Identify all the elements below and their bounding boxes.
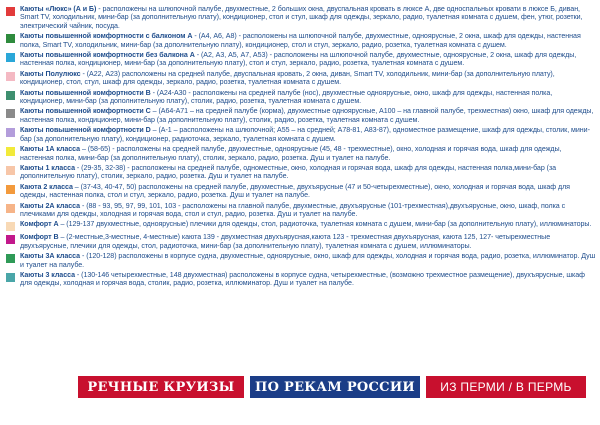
cabin-row <box>6 220 596 231</box>
cabin-details: – (2-местные,3-местные, 4-местные) каюта 139 - двухместная двухъярусная,каюта 123 - трехместная двухъярусная, каюта 125, 127- четырехместные двухъярусные, плечики для одежды, стол, радиоточка, мини-бар (за дополнительную плату), туалетная комната с душем, иллюминаторы. <box>20 233 551 250</box>
cabin-color-swatch <box>6 128 15 137</box>
cabin-row <box>6 107 596 124</box>
cabin-title: Каюты 2А класса <box>20 201 81 210</box>
cabin-color-swatch <box>6 91 15 100</box>
cabin-details: – (37-43, 40-47, 50) расположены на средней палубе, двухместные, двухъярусные (47 и 50-четырехместные), окно, холодная и горячая вода, шкаф для одежды, настенная полка, стол и стул, зеркало, радио, розетка. Душ и туалет на палубе. <box>20 182 570 200</box>
cabin-title: Каюты повышенной комфортности С <box>20 107 151 116</box>
cabin-description <box>20 202 596 219</box>
cabin-color-swatch <box>6 34 15 43</box>
cabin-list <box>6 5 596 290</box>
cabin-row <box>6 126 596 143</box>
cabin-details: - расположены на шлюпочной палубе, двухместные, 2 больших окна, двуспальная кровать в люксе А, две односпальных кровати в люксе Б, диван, Smart TV, холодильник, мини-бар (за дополнительную плату), кондиционер, стол и стул, шкаф для одежды, зеркало, радио, туалетная комната с душем, фен, утюг, розетки, электрический чайник, посуда. <box>20 5 583 30</box>
cabin-details: – (129-137 двухместные, одноярусные) плечики для одежды, стол, радиоточка, туалетная комната с душем, мини-бар (за дополнительную плату), иллюминаторы. <box>58 220 592 229</box>
cabin-row <box>6 164 596 181</box>
cabin-title: Каюты Полулюкс <box>20 69 81 78</box>
cruise-banner <box>78 376 586 398</box>
cabin-details: - (А2, А3, А5, А7, А53) - расположены на шлюпочной палубе, двухместные, одноярусные, 2 окна, шкаф для одежды, настенная полка, кондиционер, мини-бар (за дополнительную плату), стол и стул, зеркало, радио, розетка, туалетная комната с душем. <box>20 51 577 68</box>
cabin-description <box>20 5 596 30</box>
cabin-description <box>20 233 596 250</box>
cabin-row <box>6 89 596 106</box>
cabin-details: - (130-146 четырехместные, 148 двухместная) расположены в корпусе судна, четырехместные, (возможно трехместное размещение), двухъярусные, шкаф для одежды, холодная и горячая вода, столик, радио, розетка, иллюминатор. Душ и туалет на палубе. <box>20 270 585 288</box>
cabin-details: - (А4, А6, А8) - расположены на шлюпочной палубе, двухместные, одноярусные, 2 окна, шкаф для одежды, настенная полка, Smart TV, холодильник, мини-бар (за дополнительную плату), кондиционер, стол и стул, зеркало, радио, розетка, туалетная комната с душем. <box>20 32 581 49</box>
cabin-color-swatch <box>6 72 15 81</box>
cabin-title: Каюты повышенной комфортности без балкона А <box>20 51 195 60</box>
cabin-description <box>20 252 596 269</box>
cabin-description <box>20 32 596 49</box>
cabin-color-swatch <box>6 222 15 231</box>
cabin-color-swatch <box>6 53 15 62</box>
cabin-description <box>20 183 596 200</box>
cabin-details: - (29-35, 32-38) - расположены на средней палубе, одноместные, окно, холодная и горячая вода, шкаф для одежды, настенная полка,мини-бар (за дополнительную плату), столик, зеркало, радио, розетка. Душ и туалет на палубе. <box>20 163 557 181</box>
cabin-details: - (88 - 93, 95, 97, 99, 101, 103 - расположены на главной палубе, двухместные, двухъярусные (101-трехместная),двухъярусные, окно, шкаф, полка с плечиками для одежды, холодная и горячая вода, стол и стул, радио, розетка. Душ и туалет на палубе. <box>20 201 566 218</box>
cabin-title: Каюты повышенной комфортности D <box>20 126 151 135</box>
cabin-details: – (А64-А71 – на средней палубе (корма), двухместные одноярусные, А100 – на главной палубе, трехместная) окно, шкаф для одежды, настенная полка, кондиционер, мини-бар (за дополнительную плату), столик, радио, розетка, туалетная комната с душем. <box>20 107 594 124</box>
cabin-description <box>20 271 596 288</box>
cabin-description <box>20 51 596 68</box>
cabin-details: – (58-65) - расположены на средней палубе, двухместные, одноярусные (45, 48 - трехместные), окно, холодная и горячая вода, шкаф для одежды, настенная полка, мини-бар (за дополнительную плату), столик, зеркало, радио, розетка. Душ и туалет на палубе. <box>20 145 562 162</box>
cabin-color-swatch <box>6 254 15 263</box>
cabin-row <box>6 5 596 30</box>
cabin-row <box>6 202 596 219</box>
cabin-title: Каюты 3 класса <box>20 270 75 279</box>
cabin-title: Комфорт В <box>20 233 59 242</box>
cabin-description <box>20 70 596 87</box>
cabin-title: Каюты повышенной комфортности с балконом А <box>20 32 193 41</box>
cabin-row <box>6 252 596 269</box>
cabin-title: Комфорт А <box>20 220 59 229</box>
cabin-description <box>20 145 596 162</box>
cabin-details: - (А22, А23) расположены на средней палубе, двуспальная кровать, 2 окна, диван, Smart TV, холодильник, мини-бар (за дополнительную плату), кондиционер, стол, стул, шкаф для одежды, зеркало, радио, розетка, туалетная комната с душем. <box>20 69 555 87</box>
cabin-title: Каюта 2 класса <box>20 182 73 191</box>
cabin-description <box>20 126 596 143</box>
cabin-details: – (А-1 – расположены на шлюпочной; А55 – на средней; А78-81, А83-87), одноместное размещение, шкаф для одежды, столик, мини-бар (за дополнительную плату), кондиционер, радиоточка, зеркало, туалетная комната с душем. <box>20 126 590 143</box>
cabin-title: Каюты «Люкс» (А и Б) <box>20 5 97 13</box>
cabin-row <box>6 145 596 162</box>
cabin-row <box>6 32 596 49</box>
cabin-color-swatch <box>6 166 15 175</box>
cabin-title: Каюты 1 класса <box>20 163 75 172</box>
cabin-title: Каюты 1А класса <box>20 145 81 154</box>
cabin-color-swatch <box>6 109 15 118</box>
cabin-row <box>6 271 596 288</box>
cabin-color-swatch <box>6 185 15 194</box>
cabin-details: - (120-128) расположены в корпусе судна, двухместные, одноярусные, окно, шкаф для одежды, холодная и горячая вода, радио, розетка, иллюминатор. Душ и туалет на палубе. <box>20 252 596 269</box>
banner-from-to-perm: ИЗ ПЕРМИ / В ПЕРМЬ <box>426 376 586 398</box>
cabin-color-swatch <box>6 7 15 16</box>
banner-russian-rivers: ПО РЕКАМ РОССИИ <box>250 376 420 398</box>
cabin-details: - (А24-А30 - расположены на средней палубе (нос), двухместные одноярусные, окно, шкаф для одежды, настенная полка, кондиционер, мини-бар (за дополнительную плату), столик, радио, розетка, туалетная комната с душем. <box>20 88 553 106</box>
cabin-row <box>6 51 596 68</box>
cabin-color-swatch <box>6 147 15 156</box>
banner-river-cruises: РЕЧНЫЕ КРУИЗЫ <box>78 376 244 398</box>
cabin-description <box>20 107 596 124</box>
cabin-description <box>20 164 596 181</box>
cabin-color-swatch <box>6 204 15 213</box>
cabin-color-swatch <box>6 235 15 244</box>
cabin-color-swatch <box>6 273 15 282</box>
cabin-row <box>6 183 596 200</box>
cabin-description <box>20 220 596 228</box>
cabin-title: Каюты повышенной комфортности В <box>20 88 151 97</box>
cabin-row <box>6 233 596 250</box>
cabin-row <box>6 70 596 87</box>
cabin-description <box>20 89 596 106</box>
cabin-title: Каюты 3А класса <box>20 252 81 261</box>
